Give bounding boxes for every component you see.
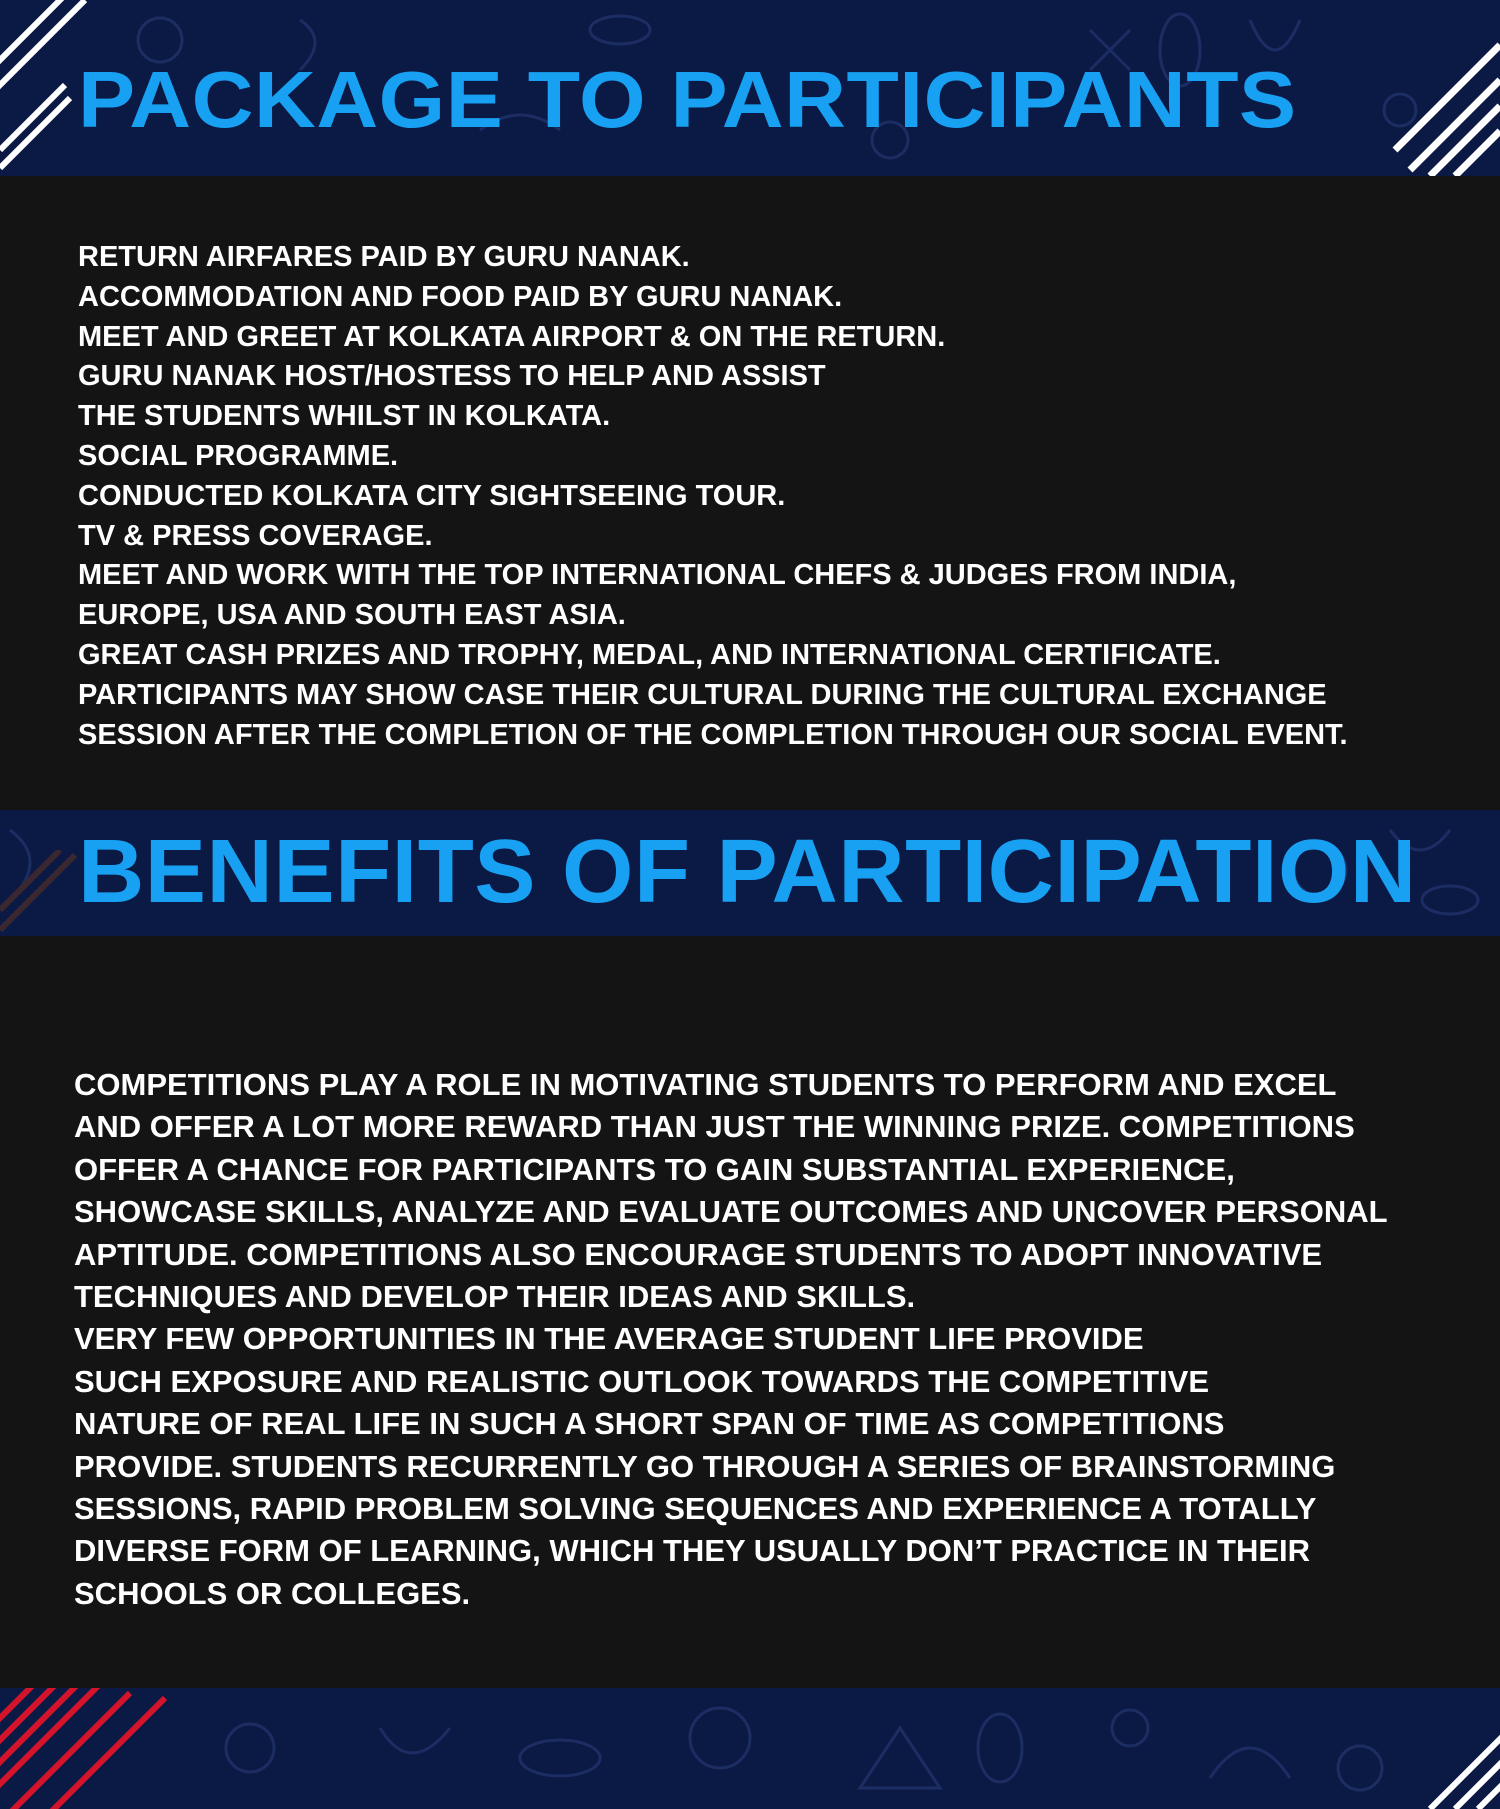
list-item: EUROPE, USA AND SOUTH EAST ASIA.	[78, 599, 626, 632]
paragraph-line: COMPETITIONS PLAY A ROLE IN MOTIVATING STUDENTS TO PERFORM AND EXCEL	[74, 1067, 1337, 1102]
paragraph-line: VERY FEW OPPORTUNITIES IN THE AVERAGE STUDENT LIFE PROVIDE	[74, 1321, 1144, 1357]
list-item: GURU NANAK HOST/HOSTESS TO HELP AND ASSIST	[78, 360, 826, 393]
paragraph-line: SHOWCASE SKILLS, ANALYZE AND EVALUATE OUTCOMES AND UNCOVER PERSONAL	[74, 1194, 1388, 1230]
food-doodle-pattern	[0, 1688, 1500, 1809]
paragraph-line: PROVIDE. STUDENTS RECURRENTLY GO THROUGH A SERIES OF BRAINSTORMING	[74, 1448, 1336, 1484]
benefits-heading: BENEFITS OF PARTICIPATION	[78, 822, 1417, 922]
list-item: MEET AND GREET AT KOLKATA AIRPORT & ON THE RETURN.	[78, 320, 946, 353]
list-item: ACCOMMODATION AND FOOD PAID BY GURU NANAK.	[78, 280, 843, 313]
paragraph-line: APTITUDE. COMPETITIONS ALSO ENCOURAGE STUDENTS TO ADOPT INNOVATIVE	[74, 1236, 1323, 1272]
paragraph-line: OFFER A CHANCE FOR PARTICIPANTS TO GAIN SUBSTANTIAL EXPERIENCE,	[74, 1151, 1235, 1187]
white-stripes-top-right	[1390, 30, 1500, 176]
benefits-paragraph	[74, 1064, 1434, 1615]
bottom-footer-band	[0, 1688, 1500, 1809]
white-stripes-bottom-right	[1420, 1708, 1500, 1809]
paragraph-line: NATURE OF REAL LIFE IN SUCH A SHORT SPAN OF TIME AS COMPETITIONS	[74, 1406, 1225, 1442]
package-list	[78, 238, 1348, 755]
list-item: CONDUCTED KOLKATA CITY SIGHTSEEING TOUR.	[78, 479, 786, 512]
package-heading: PACKAGE TO PARTICIPANTS	[78, 55, 1297, 144]
list-item: TV & PRESS COVERAGE.	[78, 519, 433, 552]
paragraph-line: TECHNIQUES AND DEVELOP THEIR IDEAS AND SKILLS.	[74, 1279, 916, 1315]
paragraph-line: SUCH EXPOSURE AND REALISTIC OUTLOOK TOWARDS THE COMPETITIVE	[74, 1363, 1210, 1399]
paragraph-line: SESSIONS, RAPID PROBLEM SOLVING SEQUENCES AND EXPERIENCE A TOTALLY	[74, 1491, 1317, 1527]
list-item: SOCIAL PROGRAMME.	[78, 439, 399, 472]
white-stripes-top-left	[0, 0, 90, 176]
red-stripes-bottom-left	[0, 1688, 170, 1809]
list-item: GREAT CASH PRIZES AND TROPHY, MEDAL, AND INTERNATIONAL CERTIFICATE.	[78, 638, 1221, 671]
list-item: MEET AND WORK WITH THE TOP INTERNATIONAL CHEFS & JUDGES FROM INDIA,	[78, 559, 1237, 592]
list-item: SESSION AFTER THE COMPLETION OF THE COMPLETION THROUGH OUR SOCIAL EVENT.	[78, 718, 1348, 751]
dark-stripes-mid-left	[0, 850, 80, 936]
list-item: THE STUDENTS WHILST IN KOLKATA.	[78, 400, 611, 433]
paragraph-line: AND OFFER A LOT MORE REWARD THAN JUST THE WINNING PRIZE. COMPETITIONS	[74, 1109, 1355, 1145]
list-item: PARTICIPANTS MAY SHOW CASE THEIR CULTURAL DURING THE CULTURAL EXCHANGE	[78, 678, 1327, 711]
list-item: RETURN AIRFARES PAID BY GURU NANAK.	[78, 241, 690, 273]
paragraph-line: SCHOOLS OR COLLEGES.	[74, 1575, 471, 1611]
paragraph-line: DIVERSE FORM OF LEARNING, WHICH THEY USUALLY DON’T PRACTICE IN THEIR	[74, 1533, 1311, 1569]
